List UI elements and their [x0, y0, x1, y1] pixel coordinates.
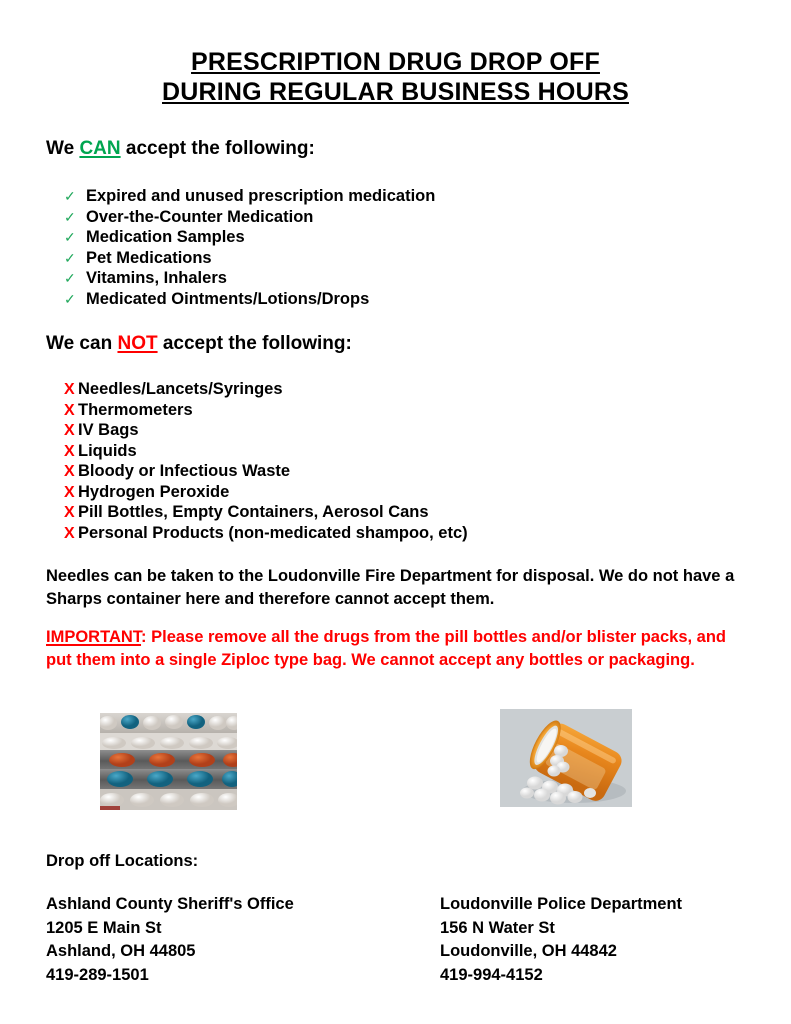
x-mark-icon: X [64, 442, 75, 460]
list-item [64, 248, 435, 269]
location-phone: 419-994-4152 [440, 965, 543, 984]
title-line-1-text: PRESCRIPTION DRUG DROP OFF [191, 48, 600, 76]
page-title [0, 47, 791, 107]
list-item [64, 227, 435, 248]
list-item [64, 482, 468, 503]
rejected-item-label: Hydrogen Peroxide [78, 482, 230, 501]
important-keyword: IMPORTANT [46, 628, 142, 646]
accept-heading [46, 138, 315, 160]
list-item [64, 207, 435, 228]
check-icon: ✓ [64, 270, 76, 286]
locations-heading: Drop off Locations: [46, 852, 199, 870]
accepted-items-list [64, 186, 435, 309]
rejected-item-label: Needles/Lancets/Syringes [78, 380, 283, 398]
accepted-item-label: Expired and unused prescription medication [86, 187, 436, 205]
reject-keyword: NOT [117, 333, 158, 354]
list-item [64, 379, 468, 400]
rejected-item-label: Thermometers [78, 400, 193, 419]
pill-bottle-image [500, 709, 632, 807]
rejected-item-label: Pill Bottles, Empty Containers, Aerosol Cans [78, 503, 429, 521]
check-icon: ✓ [64, 249, 76, 266]
accepted-item-label: Vitamins, Inhalers [86, 269, 227, 287]
reject-heading-prefix: We can [46, 333, 118, 354]
accept-keyword: CAN [79, 138, 121, 159]
list-item [64, 289, 435, 310]
x-mark-icon: X [64, 504, 75, 521]
location-phone: 419-289-1501 [46, 965, 149, 984]
accepted-item-label: Over-the-Counter Medication [86, 207, 314, 226]
rejected-items-list [64, 379, 468, 543]
check-icon: ✓ [64, 208, 76, 225]
accepted-item-label: Pet Medications [86, 248, 212, 267]
rejected-item-label: IV Bags [78, 421, 139, 439]
location-name: Ashland County Sheriff's Office [46, 895, 294, 913]
accepted-item-label: Medicated Ointments/Lotions/Drops [86, 289, 370, 308]
x-mark-icon: X [64, 483, 75, 501]
list-item [64, 268, 435, 289]
title-line-2 [0, 77, 791, 107]
x-mark-icon: X [64, 422, 75, 439]
location-city-state-zip: Loudonville, OH 44842 [440, 942, 617, 960]
rejected-item-label: Bloody or Infectious Waste [78, 462, 291, 480]
location-city-state-zip: Ashland, OH 44805 [46, 942, 196, 960]
list-item [64, 523, 468, 544]
reject-heading-suffix: accept the following: [157, 333, 352, 354]
accept-heading-suffix: accept the following: [120, 138, 315, 159]
list-item [64, 441, 468, 462]
pill-bottle-photo [500, 709, 632, 807]
list-item [64, 420, 468, 441]
list-item [64, 400, 468, 421]
location-ashland [46, 893, 294, 987]
list-item [64, 502, 468, 523]
list-item [64, 186, 435, 207]
title-line-1 [0, 47, 791, 77]
location-loudonville [440, 893, 682, 987]
check-icon: ✓ [64, 188, 76, 204]
check-icon: ✓ [64, 290, 76, 307]
accept-heading-prefix: We [46, 138, 80, 159]
location-street: 156 N Water St [440, 918, 555, 937]
needles-disposal-note: Needles can be taken to the Loudonville Fire Department for disposal. We do not have a Sharps container here and therefore cannot accept them. [46, 567, 735, 608]
location-street: 1205 E Main St [46, 918, 162, 937]
important-note [46, 626, 752, 672]
location-name: Loudonville Police Department [440, 895, 683, 913]
important-note-text: : Please remove all the drugs from the pill bottles and/or blister packs, and put them into a single Ziploc type bag. We cannot accept any bottles or packaging. [46, 628, 727, 669]
x-mark-icon: X [64, 463, 75, 480]
list-item [64, 461, 468, 482]
blister-packs-image [100, 713, 237, 810]
x-mark-icon: X [64, 524, 75, 542]
x-mark-icon: X [64, 381, 75, 398]
x-mark-icon: X [64, 401, 75, 419]
rejected-item-label: Personal Products (non-medicated shampoo, etc) [78, 523, 468, 542]
check-icon: ✓ [64, 229, 76, 245]
blister-packs-photo [100, 713, 237, 810]
accepted-item-label: Medication Samples [86, 228, 245, 246]
title-line-2-text: DURING REGULAR BUSINESS HOURS [162, 78, 629, 106]
reject-heading [46, 333, 352, 355]
rejected-item-label: Liquids [78, 441, 137, 460]
